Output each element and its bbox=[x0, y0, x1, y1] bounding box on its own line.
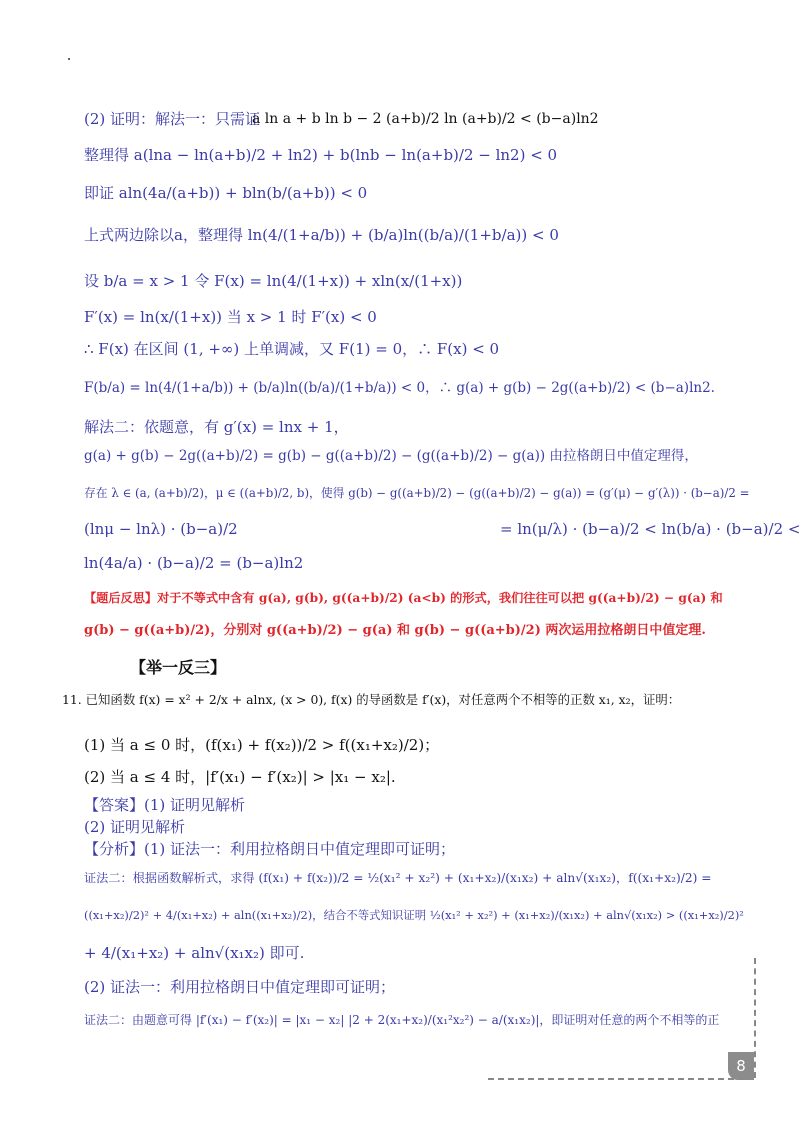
section-title: 【举一反三】 bbox=[130, 658, 227, 677]
analysis-6: 证法二：由题意可得 |f′(x₁) − f′(x₂)| = |x₁ − x₂| |2 + 2(x₁+x₂)/(x₁²x₂²) − a/(x₁x₂)|，即证明对任意的两个不相等的正 bbox=[84, 1013, 720, 1027]
step-9: g(a) + g(b) − 2g((a+b)/2) = g(b) − g((a+b)/2) − (g((a+b)/2) − g(a)) 由拉格朗日中值定理得， bbox=[84, 448, 698, 464]
page-frame-horizontal bbox=[488, 1078, 754, 1080]
answer-1: 【答案】(1) 证明见解析 bbox=[84, 796, 246, 814]
step-1: 整理得 a(lna − ln(a+b)/2 + ln2) + b(lnb − ln(a+b)/2 − ln2) < 0 bbox=[84, 146, 558, 164]
problem-part-1: (1) 当 a ≤ 0 时，(f(x₁) + f(x₂))/2 > f((x₁+x₂)/2)； bbox=[84, 736, 440, 754]
analysis-4: + 4/(x₁+x₂) + aln√(x₁x₂) 即可. bbox=[84, 944, 305, 962]
answer-2: (2) 证明见解析 bbox=[84, 818, 186, 836]
reflection-line-1: 【题后反思】对于不等式中含有 g(a), g(b), g((a+b)/2) (a<b) 的形式，我们往往可以把 g((a+b)/2) − g(a) 和 bbox=[84, 591, 723, 605]
step-3: 上式两边除以a，整理得 ln(4/(1+a/b)) + (b/a)ln((b/a)/(1+b/a)) < 0 bbox=[84, 226, 559, 244]
proof2-heading: (2) 证明：解法一：只需证 bbox=[84, 110, 261, 128]
step-5: F′(x) = ln(x/(1+x)) 当 x > 1 时 F′(x) < 0 bbox=[84, 308, 377, 326]
stray-dot bbox=[68, 58, 70, 60]
step-11: (lnμ − lnλ) · (b−a)/2 bbox=[84, 520, 238, 538]
page-frame-vertical bbox=[754, 958, 756, 1078]
analysis-2: 证法二：根据函数解析式，求得 (f(x₁) + f(x₂))/2 = ½(x₁² + x₂²) + (x₁+x₂)/(x₁x₂) + aln√(x₁x₂)，f((x₁+x₂)/2) = bbox=[84, 871, 712, 885]
analysis-3: ((x₁+x₂)/2)² + 4/(x₁+x₂) + aln((x₁+x₂)/2)，结合不等式知识证明 ½(x₁² + x₂²) + (x₁+x₂)/(x₁x₂) + aln√(x₁x₂) > ((x₁+x₂)/2)² bbox=[84, 908, 744, 922]
step-12: = ln(μ/λ) · (b−a)/2 < ln(b/a) · (b−a)/2 < bbox=[500, 520, 800, 538]
step-10: 存在 λ ∈ (a, (a+b)/2)，μ ∈ ((a+b)/2, b)，使得 g(b) − g((a+b)/2) − (g((a+b)/2) − g(a)) = (g′(μ) − g′(λ)) · (b−a)/2 = bbox=[84, 486, 750, 500]
step-2: 即证 aln(4a/(a+b)) + bln(b/(a+b)) < 0 bbox=[84, 184, 368, 202]
analysis-5: (2) 证法一：利用拉格朗日中值定理即可证明； bbox=[84, 978, 396, 996]
step-6: ∴ F(x) 在区间 (1, +∞) 上单调减，又 F(1) = 0，∴ F(x) < 0 bbox=[84, 340, 500, 358]
step-4: 设 b/a = x > 1 令 F(x) = ln(4/(1+x)) + xln(x/(1+x)) bbox=[84, 272, 463, 290]
step-7: F(b/a) = ln(4/(1+a/b)) + (b/a)ln((b/a)/(1+b/a)) < 0，∴ g(a) + g(b) − 2g((a+b)/2) < (b−a)ln2. bbox=[84, 380, 715, 396]
problem-part-2: (2) 当 a ≤ 4 时，|f′(x₁) − f′(x₂)| > |x₁ − x₂|. bbox=[84, 768, 396, 786]
reflection-line-2: g(b) − g((a+b)/2)，分别对 g((a+b)/2) − g(a) 和 g(b) − g((a+b)/2) 两次运用拉格朗日中值定理. bbox=[84, 623, 706, 638]
step-8: 解法二：依题意，有 g′(x) = lnx + 1， bbox=[84, 418, 349, 436]
problem-stem: 11. 已知函数 f(x) = x² + 2/x + alnx, (x > 0), f(x) 的导函数是 f′(x)，对任意两个不相等的正数 x₁, x₂，证明： bbox=[62, 692, 681, 707]
proof2-formula: a ln a + b ln b − 2 (a+b)/2 ln (a+b)/2 < (b−a)ln2 bbox=[252, 111, 599, 127]
analysis-1: 【分析】(1) 证法一：利用拉格朗日中值定理即可证明； bbox=[84, 840, 456, 858]
step-13: ln(4a/a) · (b−a)/2 = (b−a)ln2 bbox=[84, 554, 304, 572]
page-number: 8 bbox=[728, 1052, 754, 1080]
